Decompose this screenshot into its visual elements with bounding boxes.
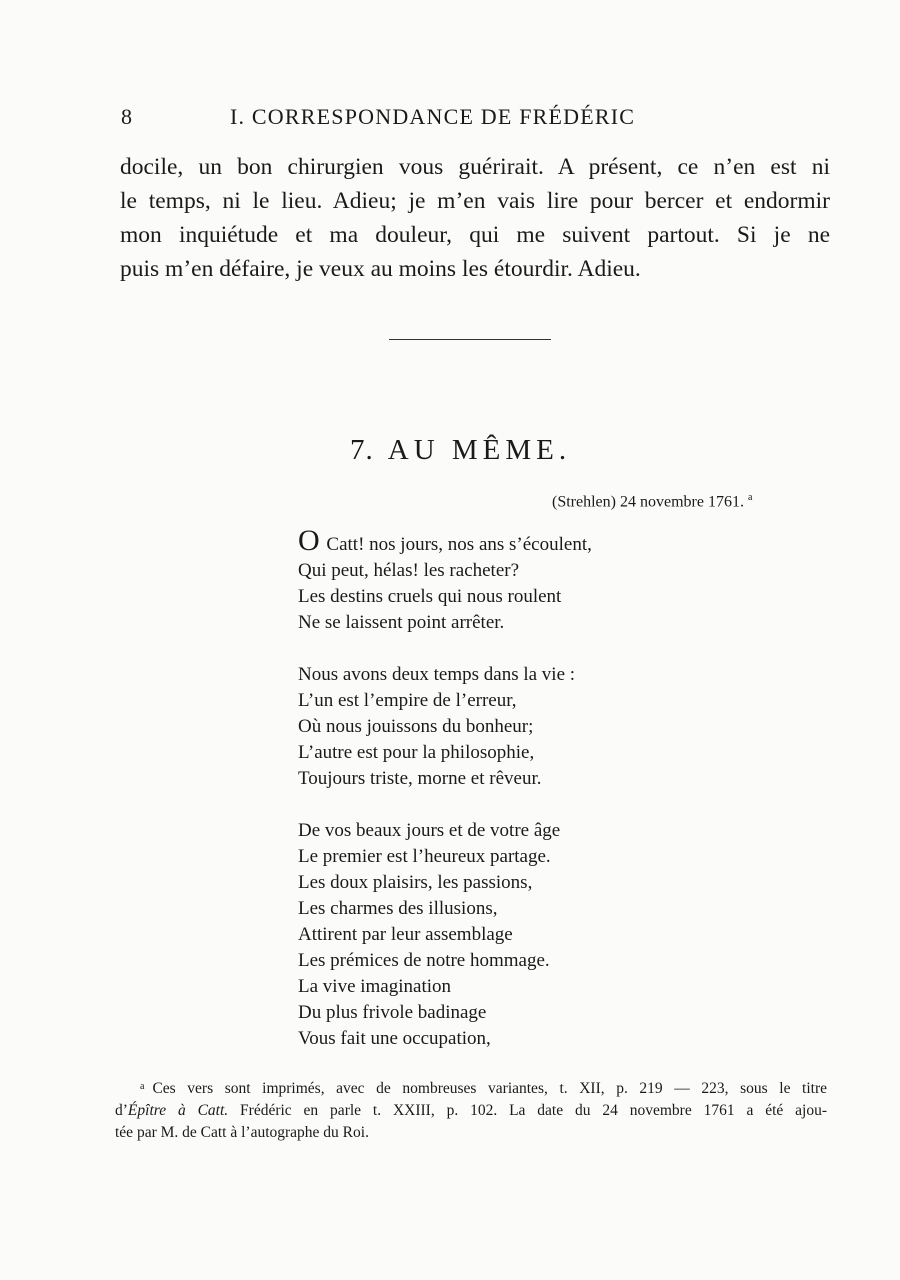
verse-line: Où nous jouissons du bonheur; [298,716,534,737]
verse-line: Toujours triste, morne et rêveur. [298,768,542,789]
poem [298,524,592,1052]
verse-line: Les prémices de notre hommage. [298,950,550,971]
running-title: I. CORRESPONDANCE DE FRÉDÉRIC [230,104,636,129]
verse-line: Le premier est l’heureux partage. [298,846,551,867]
letter-title: AU MÊME. [387,434,572,466]
verse-line: O Catt! nos jours, nos ans s’écoulent, [298,524,592,557]
verse-line: Les destins cruels qui nous roulent [298,586,562,607]
prose-line: mon inquiétude et ma douleur, qui me suivent partout. Si je ne [120,222,830,248]
prose-line: docile, un bon chirurgien vous guérirait. A présent, ce n’en est ni [120,154,830,180]
drop-cap: O [298,524,320,557]
verse-line: De vos beaux jours et de votre âge [298,820,561,841]
verse-line: Les charmes des illusions, [298,898,498,919]
dateline-footnote-marker: a [747,492,753,503]
verse-line: La vive imagination [298,976,452,997]
prose-line: le temps, ni le lieu. Adieu; je m’en vais lire pour bercer et endormir [120,188,830,214]
footnote [115,1076,827,1144]
running-head [0,104,900,134]
stanza-break [298,636,592,662]
verse-line: Vous fait une occupation, [298,1028,491,1049]
prose-line: puis m’en défaire, je veux au moins les étourdir. Adieu. [120,256,641,282]
footnote-line: $^a$ Ces vers sont imprimés, avec de nombreuses variantes, t. XII, p. 219 — 223, sous le titre [140,1080,827,1097]
verse-line: Ne se laissent point arrêter. [298,612,505,633]
dateline [552,492,752,511]
verse-line: Attirent par leur assemblage [298,924,513,945]
footnote-line: d’Épître à Catt. Frédéric en parle t. XXIII, p. 102. La date du 24 novembre 1761 a été ajou- [115,1102,828,1119]
verse-line: Qui peut, hélas! les racheter? [298,560,520,581]
footnote-line: tée par M. de Catt à l’autographe du Roi. [115,1124,369,1141]
work-title: Épître à Catt. [127,1102,229,1119]
verse-line: Les doux plaisirs, les passions, [298,872,533,893]
verse-line: L’un est l’empire de l’erreur, [298,690,517,711]
dateline-text: (Strehlen) 24 novembre 1761. [552,493,744,511]
section-divider [389,339,551,340]
letter-continuation-text [120,150,830,286]
letter-heading [350,434,571,467]
letter-number: 7. [350,434,374,466]
verse-line: Du plus frivole badinage [298,1002,487,1023]
page-number: 8 [121,104,132,129]
stanza-break [298,792,592,818]
footnote-marker: a [140,1081,145,1092]
verse-line: L’autre est pour la philosophie, [298,742,535,763]
verse-line: Nous avons deux temps dans la vie : [298,664,576,685]
